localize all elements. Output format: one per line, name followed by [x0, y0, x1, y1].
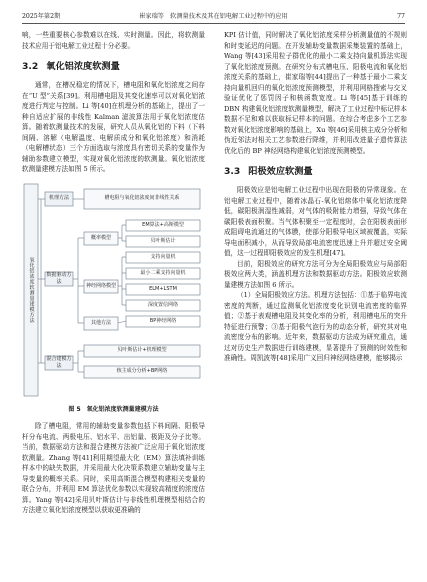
paragraph-continued: KPI 估计值，同时解决了氧化铝浓度采样分析测量值的不规则和时变延迟的问题。在开发辅助变量数据采集装置的基础上，Wang 等[43]采用粒子群优化的最小二乘支持向量机算法实现了氧化铝浓度预测。在研究分布式槽电压、阳极电流和氧化铝浓度关系的基础上，崔家瑞等[44]提出了一种基于最小二乘支持向量机回归的氧化铝浓度预测模型，并利用网格搜索与交叉验证优化了惩罚因子和核函数宽度。Li 等[45]基于训练的 DBN 构建氧化铝浓度软测量模型，解决了工业过程中标记样本数据不足和难以获取标记样本的问题。在综合考虑多个工艺参数对氧化铝浓度影响的基础上，Xu 等[46]采用核主成分分析和伪近邻法对相关工艺参数进行降维，并利用改进量子遗传算法优化后的 BP 神经网络构建氧化铝浓度预测模型。	[224, 31, 407, 155]
group-hybrid: 混合建模方法	[46, 355, 72, 369]
section-heading-3-3	[224, 166, 407, 178]
section-number: 3.2	[22, 61, 39, 72]
paragraph: 通常，在槽况稳定的情况下，槽电阻和氧化铝浓度之间存在“U 型”关系[39]。利用槽电阻及其变化速率可以对氧化铝浓度进行判定与控制。Li 等[40]在机理分析的基础上，提出了一种自适应扩展的非线性 Kalman 滤波算法用于氧化铝浓度估算。随着软测量技术的发展，研究人员从氧化铝的下料（下料间隔、溶解（电解温度、电解质成分和氧化铝浓度）和消耗（电解槽状态）三个方面选取与浓度具有密切关系的变量作为辅助参数建立模型，实现对氧化铝浓度的软测量。氧化铝浓度软测量建模方法如图 5 所示。	[22, 81, 205, 173]
hybrid-item: 核主成分分析+BP网络	[116, 368, 168, 374]
figure-5	[22, 180, 205, 402]
figure-outer-label: 氧化铝浓度软测量建模方法	[28, 256, 35, 323]
paragraph: 除了槽电阻，常用的辅助变量参数包括下料间隔、阳极导杆分布电流、两极电压、铝水平、出铝量、极距及分子比等。当前，数据驱动方法和混合建模方法被广泛应用于氧化铝浓度软测量。Zhang 等[41]利用期望最大化（EM）算法填补训练样本中的缺失数据，并采用最大化决策系数建立辅助变量与主导变量的概率关系。同时，采用高斯混合模型构建相关变量的联合分布，并利用 EM 算法优化参数以实现较高精度的浓度估算。Yang 等[42]采用贝叶斯估计与非线性机理模型相结合的方法建立氧化铝浓度模型以获取更准确的	[22, 422, 205, 514]
section-title: 阳极效应软测量	[248, 166, 313, 177]
data-item: 深度置信网络	[147, 301, 178, 308]
data-item: 最小二乘支持向量机	[140, 269, 186, 276]
section-heading-3-2	[22, 61, 205, 73]
data-item: 支持向量机	[150, 253, 176, 260]
figure-caption: 图 5 氧化铝浓度软测量建模方法	[68, 405, 159, 413]
data-item: ELM+LSTM	[149, 285, 177, 292]
journal-issue: 2025年第2期	[22, 13, 61, 20]
right-column	[224, 30, 407, 364]
left-column	[22, 30, 205, 516]
section-title: 氧化铝浓度软测量	[46, 61, 120, 72]
data-item: BP神经网络	[149, 317, 177, 324]
page-header	[22, 11, 405, 24]
paragraph-continued: 响，一些重要核心参数难以在线、实时测量。因此，将软测量技术应用于铝电解工业过程十分必要。	[22, 31, 205, 50]
sub-other-methods: 其他方法	[90, 319, 111, 326]
data-item: EM算法+高斯模型	[142, 221, 184, 228]
paragraph: 目前，阳极效应的研究方法可分为全局阳极效应与局部阳极效应两大类，涵盖机理方法和数据驱动方法。阳极效应软测量建模方法如图 6 所示。	[224, 259, 407, 289]
group-mechanism: 机理方法	[48, 195, 69, 201]
sub-probability-model: 概率模型	[90, 234, 111, 241]
data-item: 贝叶斯估计	[150, 237, 176, 244]
paragraph: （1）全局阳极效应方法。机理方法包括：①基于临界电流密度的判断，通过监测氧化铝浓度变化识别电流密度的临界值；②基于表观槽电阻及其变化率的分析，利用槽电压的突升特征进行预警；③基于阳极气泡行为的动态分析，研究其对电流密度分布的影响。近年来，数据驱动方法成为研究重点，通过对历史生产数据进行训练建模，显著提升了预测的时效性和准确性。周凯波等[48]采用广义回归神经网络建模，能够揭示	[224, 291, 407, 362]
running-title: 崔家瑞等 软测量技术及其在铝电解工业过程中的应用	[139, 13, 288, 20]
mechanism-item: 槽电阻与氧化铝浓度间非线性关系	[104, 195, 180, 201]
hybrid-item: 贝叶斯估计+机理模型	[117, 347, 167, 353]
sub-neural-network: 神经网络模型	[85, 282, 116, 289]
page-number: 77	[397, 13, 405, 20]
group-data-driven: 数据驱动方法	[46, 271, 72, 285]
paragraph: 阳极效应是铝电解工业过程中出现在阳极的异常现象。在铝电解工业过程中，随着冰晶石-氧化铝熔体中氧化铝浓度降低，碳阳极润湿性减弱，对气体的吸附能力增强，导致气体在碳阳极表面积聚。当气体积聚至一定程度时，会在阳极表面形成阻碍电流通过的气体膜，使部分阳极导电区域被覆盖，实际导电面积减小，从而导致局部电流密度迅速上升并超过安全阈值，这一过程即阳极效应的发生机理[47]。	[224, 186, 407, 257]
section-number: 3.3	[224, 166, 241, 177]
